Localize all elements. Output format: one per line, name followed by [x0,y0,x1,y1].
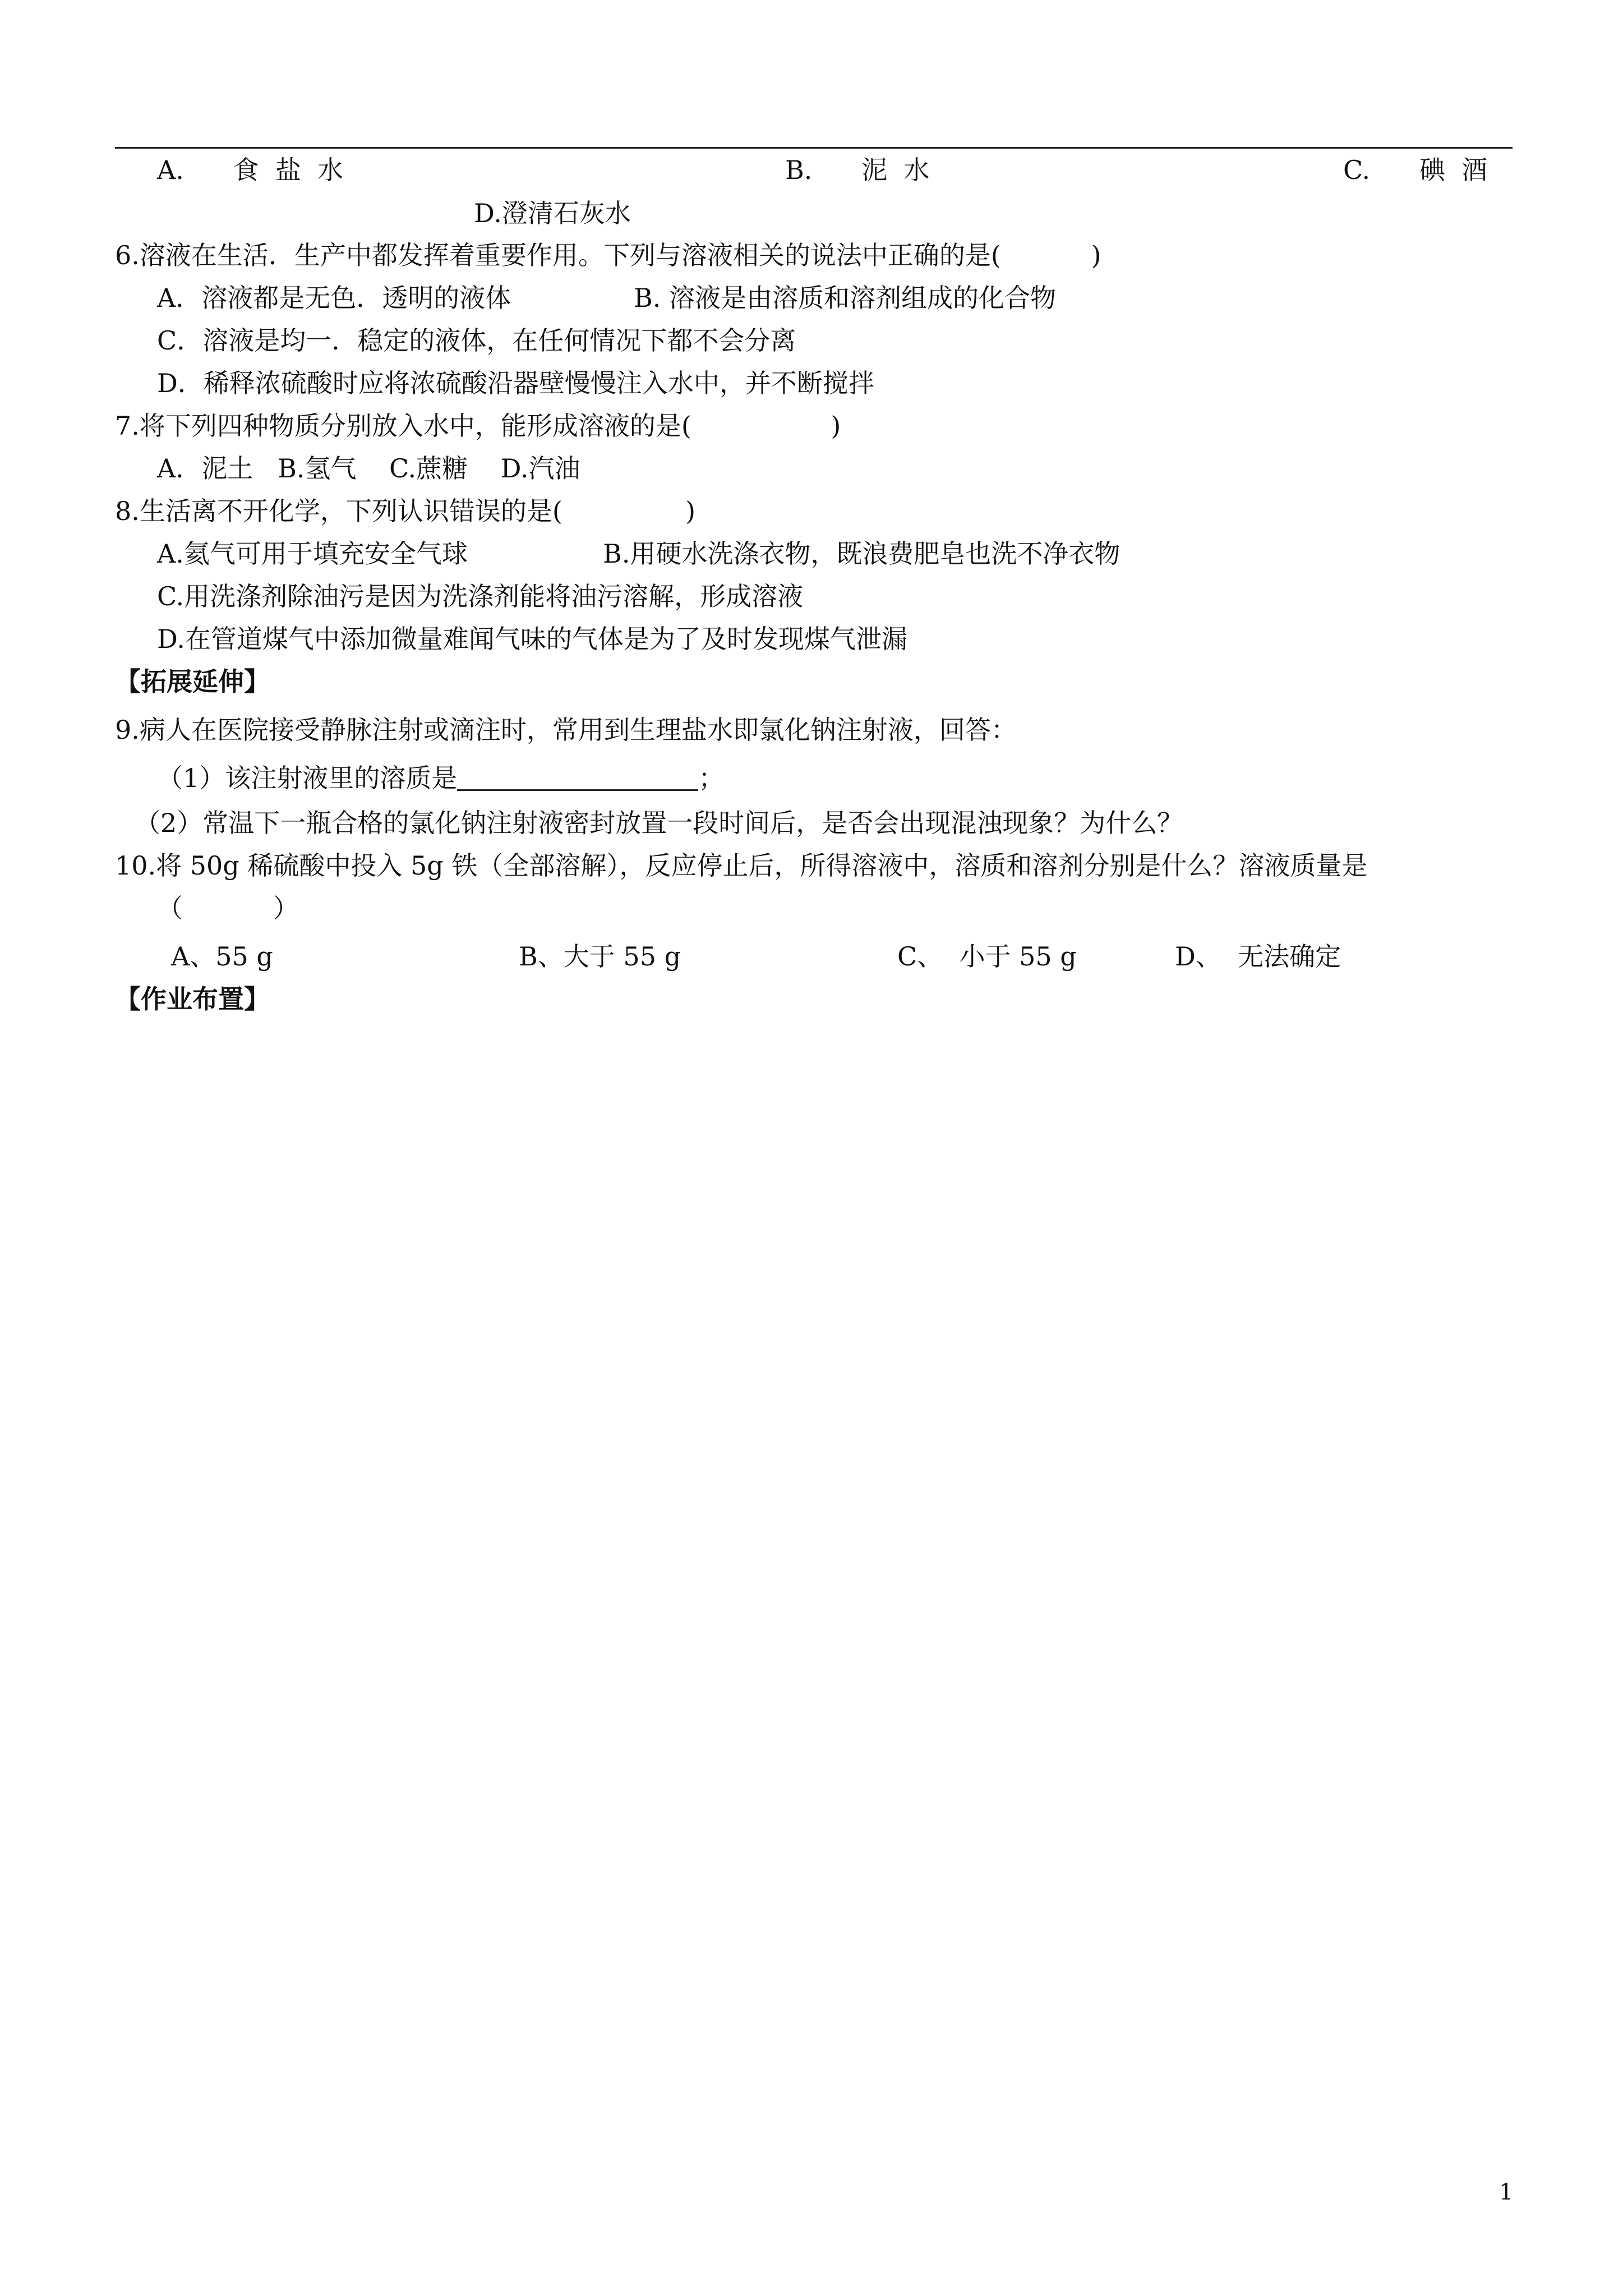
q8-option-b: B.用硬水洗涤衣物，既浪费肥皂也洗不净衣物 [603,539,1121,569]
q9-sub1-suffix: ； [698,763,725,793]
q9-answer-blank[interactable] [457,767,698,791]
q10-option-d: D、 无法确定 [1175,941,1341,972]
q5-option-a: A. 食 盐 水 [157,155,344,185]
q10-answer-parentheses: （ ） [157,893,299,923]
q10-option-c: C、 小于 55 g [897,941,1077,972]
q8-stem: 8.生活离不开化学，下列认识错误的是( ) [115,496,696,526]
q9-sub1 [157,765,724,791]
page-number: 1 [1499,2179,1514,2205]
q8-option-d: D.在管道煤气中添加微量难闻气味的气体是为了及时发现煤气泄漏 [157,624,907,654]
q10-option-b: B、大于 55 g [519,941,681,972]
q6-option-b: B. 溶液是由溶质和溶剂组成的化合物 [634,283,1057,313]
q9-sub2: （2）常温下一瓶合格的氯化钠注射液密封放置一段时间后，是否会出现混浊现象？为什么？ [135,808,1183,838]
q8-option-c: C.用洗涤剂除油污是因为洗涤剂能将油污溶解，形成溶液 [157,581,804,611]
q5-option-d: D.澄清石灰水 [474,198,631,228]
q9-stem: 9.病人在医院接受静脉注射或滴注时，常用到生理盐水即氯化钠注射液，回答： [115,715,1017,745]
section-heading-homework: 【作业布置】 [115,984,270,1014]
q7-options: A．泥土 B.氢气 C.蔗糖 D.汽油 [157,453,580,484]
q9-sub1-prefix: （1）该注射液里的溶质是 [157,763,458,793]
q10-option-a: A、55 g [171,941,273,972]
q5-option-c: C. 碘 酒 [1343,155,1488,185]
q6-option-a: A．溶液都是无色．透明的液体 [157,283,511,313]
q5-option-b: B. 泥 水 [785,155,930,185]
q6-option-c: C．溶液是均一．稳定的液体，在任何情况下都不会分离 [157,325,796,356]
q6-option-d: D．稀释浓硫酸时应将浓硫酸沿器壁慢慢注入水中，并不断搅拌 [157,368,874,398]
q7-stem: 7.将下列四种物质分别放入水中，能形成溶液的是( ) [115,411,841,441]
section-heading-extend: 【拓展延伸】 [115,666,270,697]
q10-stem: 10.将 50g 稀硫酸中投入 5g 铁（全部溶解），反应停止后，所得溶液中，溶质和溶剂分别是什么？溶液质量是 [115,850,1368,881]
q6-stem: 6.溶液在生活．生产中都发挥着重要作用。下列与溶液相关的说法中正确的是( ) [115,240,1101,270]
header-rule [115,147,1513,149]
q8-option-a: A.氦气可用于填充安全气球 [157,539,468,569]
